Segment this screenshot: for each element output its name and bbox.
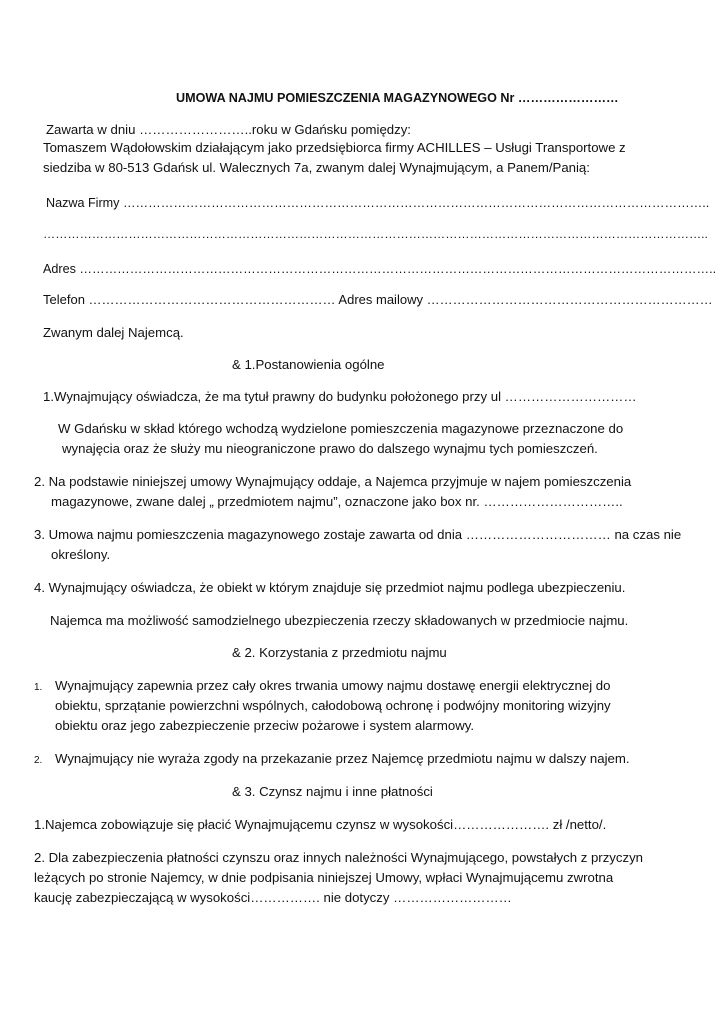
company-name-continuation: ……………………………………………………………………………………………………………………………………………….. [43,227,708,241]
section2-heading: & 2. Korzystania z przedmiotu najmu [232,645,447,660]
section2-item2-number: 2. [34,755,43,766]
section2-item1-line2: obiektu, sprzątanie powierzchni wspólnych, całodobową ochronę i podwójny monitoring wizyjny [55,698,611,713]
section1-p3-line1: 3. Umowa najmu pomieszczenia magazynowego zostaje zawarta od dnia …………………………… na czas nie [34,527,682,542]
intro-date-line: Zawarta w dniu ……………………..roku w Gdańsku pomiędzy: [46,122,411,137]
company-name-field: Nazwa Firmy ………………………………………………………………………………………………………………………….. [46,196,710,210]
section2-item2-line1: Wynajmujący nie wyraża zgody na przekazanie przez Najemcę przedmiotu najmu w dalszy najem. [55,751,630,766]
section1-p2-line1: 2. Na podstawie niniejszej umowy Wynajmujący oddaje, a Najemca przyjmuje w najem pomieszczenia [34,474,632,489]
section2-item1-line1: Wynajmujący zapewnia przez cały okres trwania umowy najmu dostawę energii elektrycznej do [55,678,611,693]
section3-p2-line1: 2. Dla zabezpieczenia płatności czynszu oraz innych należności Wynajmującego, powstałych z przyczyn [34,850,643,865]
section1-p1-line1: 1.Wynajmujący oświadcza, że ma tytuł prawny do budynku położonego przy ul ………………………… [43,389,637,404]
section1-p3-line2: określony. [51,547,111,562]
section2-item1-line3: obiektu oraz jego zabezpieczenie przeciw pożarowe i system alarmowy. [55,718,475,733]
phone-email-field: Telefon ………………………………………………… Adres mailowy ………………………………………………………… [43,292,713,307]
section2-item1-number: 1. [34,682,43,693]
tenant-definition: Zwanym dalej Najemcą. [43,325,184,340]
section3-p2-line3: kaucję zabezpieczającą w wysokości……………. nie dotyczy ……………………… [34,890,512,905]
intro-address-line: siedziba w 80-513 Gdańsk ul. Walecznych 7a, zwanym dalej Wynajmującym, a Panem/Panią: [43,160,590,175]
contract-title: UMOWA NAJMU POMIESZCZENIA MAGAZYNOWEGO Nr …………………… [176,91,619,105]
address-field: Adres …………………………………………………………………………………………………………………………………….. [43,262,717,276]
section1-p1-line2: W Gdańsku w skład którego wchodzą wydzielone pomieszczenia magazynowe przeznaczone do [58,421,624,436]
section1-p4-line2: Najemca ma możliwość samodzielnego ubezpieczenia rzeczy składowanych w przedmiocie najmu. [50,613,629,628]
section3-p2-line2: leżących po stronie Najemcy, w dnie podpisania niniejszej Umowy, wpłaci Wynajmującemu zwrotna [34,870,614,885]
section1-p2-line2: magazynowe, zwane dalej „ przedmiotem najmu”, oznaczone jako box nr. ………………………….. [51,494,623,509]
section3-heading: & 3. Czynsz najmu i inne płatności [232,784,433,799]
section3-p1-line1: 1.Najemca zobowiązuje się płacić Wynajmującemu czynsz w wysokości…………………. zł /netto/. [34,817,607,832]
section1-p1-line3: wynajęcia oraz że służy mu nieograniczone prawo do dalszego wynajmu tych pomieszczeń. [62,441,598,456]
section1-heading: & 1.Postanowienia ogólne [232,357,385,372]
section1-p4-line1: 4. Wynajmujący oświadcza, że obiekt w którym znajduje się przedmiot najmu podlega ubezpieczeniu. [34,580,626,595]
intro-landlord-line: Tomaszem Wądołowskim działającym jako przedsiębiorca firmy ACHILLES – Usługi Transportowe z [43,140,626,155]
